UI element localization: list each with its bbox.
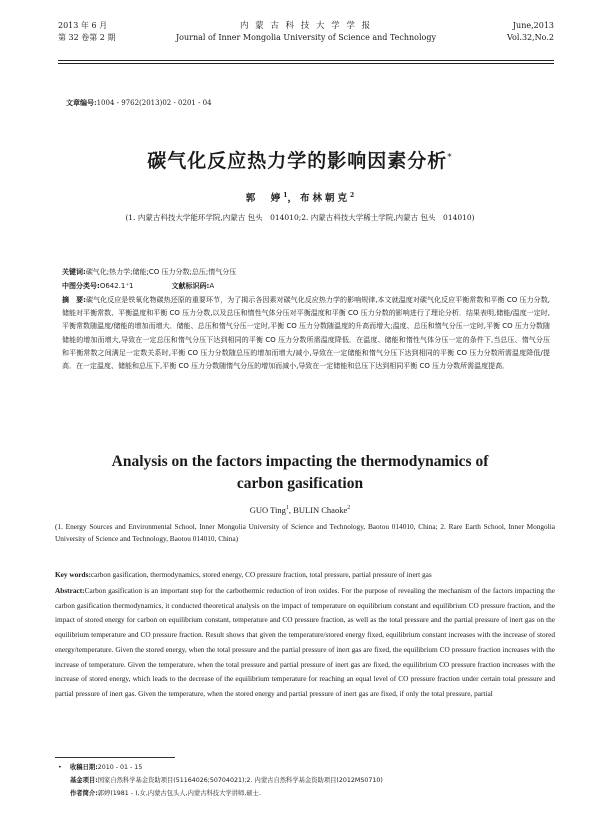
- header-date-en: June,2013: [512, 21, 554, 30]
- header-year-month: 2013 年 6 月: [58, 21, 108, 30]
- keywords-cn-text: 碳气化;热力学;储能;CO 压力分数;总压;惰气分压: [85, 268, 237, 276]
- affiliation-cn: (1. 内蒙古科技大学能环学院,内蒙古 包头 014010;2. 内蒙古科技大学稀土学院,内蒙古 包头 014010): [125, 213, 475, 222]
- author-cn-sep: ，: [287, 193, 300, 204]
- author-bio-label: 作者简介:: [70, 789, 98, 797]
- doc-code-value: A: [209, 282, 215, 290]
- footnote-rule: [55, 757, 175, 758]
- title-en: [0, 451, 600, 495]
- header-rule-thick: [58, 60, 554, 61]
- header-issue-info-en: [507, 20, 554, 44]
- header-journal-name: [58, 20, 554, 44]
- abstract-cn-text: 碳气化反应是铁氧化物碳热还原的重要环节，为了揭示各因素对碳气化反应热力学的影响规律,本文就温度对碳气化反应平衡常数和平衡 CO 压力分数,储能对平衡常数、平衡温度和平衡 CO 压力分数,以及总压和惰性气体分压对平衡温度和平衡 CO 压力分数的影响进行了理论分析．结果表明,储能/温度一定时,平衡常数随温度/储能的增加而增大．储能、总压和惰气分压一定时,平衡 CO 压力分数随温度的升高而增大;温度、总压和惰气分压一定时,平衡 CO 压力分数随储能的增加而增大,导致在一定总压和惰气分压下达到相同的平衡 CO 压力分数所需温度降低．在温度、储能和惰性气体分压一定的条件下,当总压、惰气分压和平衡常数之间满足一定数关系时,平衡 CO 压力分数随总压的增加而增大/减小,导致在一定储能和惰气分压下达到相同的平衡 CO 压力分数所需温度降低/提高．在一定温度、储能和总压下,平衡 CO 压力分数随惰气分压的增加而减小,导致在一定储能和总压下达到相同平衡 CO 压力分数所需温度提高．: [62, 296, 550, 371]
- author-cn-1: 郭 婷: [245, 193, 284, 204]
- fund-label: 基金项目:: [70, 776, 98, 784]
- keywords-en-text: carbon gasification, thermodynamics, stored energy, CO pressure fraction, total pressure, partial pressure of inert gas: [90, 570, 432, 579]
- author-en-1-sup: 1: [285, 505, 289, 512]
- doc-code-label: 文献标识码:: [171, 282, 210, 290]
- keywords-en-label: Key words:: [55, 570, 91, 579]
- article-number-label: 文章编号:: [66, 98, 97, 107]
- authors-en: [0, 505, 600, 515]
- author-en-2-sup: 2: [347, 505, 351, 512]
- keywords-en: [55, 568, 555, 583]
- author-cn-2: 布林朝克: [300, 193, 351, 204]
- running-header: [58, 20, 554, 54]
- header-rule-thin: [58, 63, 554, 64]
- affiliation-en: (1. Energy Sources and Environmental School, Inner Mongolia University of Science and Technology, Baotou 014010, China; 2. Rare Earth School, Inner Mongolia University of Science and Technology, Baotou 014010, China): [55, 522, 555, 543]
- article-number-value: 1004 - 9762(2013)02 - 0201 - 04: [96, 99, 212, 107]
- fund-text: 国家自然科学基金资助项目(51164026;50704021);2. 内蒙古自然科学基金资助项目(2012MS0710): [97, 776, 383, 784]
- received-date: 2010 - 01 - 15: [97, 764, 143, 771]
- author-en-2: , BULIN Chaoke: [288, 505, 348, 515]
- journal-name-en: Journal of Inner Mongolia University of Science and Technology: [175, 33, 437, 42]
- header-volume-cn: 第 32 卷第 2 期: [58, 33, 116, 42]
- keywords-cn-label: 关键词:: [62, 268, 86, 276]
- abstract-en: [55, 584, 555, 702]
- author-cn-1-sup: 1: [283, 191, 288, 199]
- authors-cn: [0, 190, 600, 204]
- author-cn-2-sup: 2: [350, 191, 355, 199]
- title-en-line-1: Analysis on the factors impacting the thermodynamics of: [111, 453, 489, 470]
- title-footnote-mark: *: [447, 152, 453, 163]
- header-volume-en: Vol.32,No.2: [507, 33, 554, 42]
- classification-line: [62, 280, 550, 293]
- journal-name-cn: 内 蒙 古 科 技 大 学 学 报: [239, 21, 373, 31]
- keywords-cn: [62, 266, 550, 279]
- title-cn-text: 碳气化反应热力学的影响因素分析: [147, 150, 448, 172]
- abstract-en-label: Abstract:: [55, 586, 85, 595]
- author-en-1: GUO Ting: [249, 505, 286, 515]
- footnote-fund: [70, 775, 560, 788]
- footnote-bullet: •: [58, 764, 62, 771]
- abstract-cn: [62, 294, 550, 373]
- received-label: 收稿日期:: [70, 764, 98, 771]
- author-bio-text: 郭婷(1981 - ),女,内蒙古包头人,内蒙古科技大学讲师,硕士.: [97, 789, 261, 797]
- footnote-received: [58, 762, 560, 775]
- class-number-value: O642.1⁺1: [99, 282, 134, 290]
- class-number-label: 中图分类号:: [62, 282, 100, 290]
- footnote-author: [70, 788, 560, 801]
- abstract-cn-label: 摘 要:: [62, 296, 86, 304]
- title-cn: [0, 146, 600, 173]
- abstract-en-text: Carbon gasification is an important step for the carbothermic reduction of iron oxides. For the purpose of revealing the mechanism of the factors impacting the carbon gasification thermodynamics, it conducted theoretical analysis on the impact of temperature on equilibrium constant and equilibrium CO pressure fraction, and the impact of stored energy for carbon on equilibrium constant, temperature and CO pressure fraction, as well as the total pressure and the partial pressure of inert gas on the equilibrium temperature and CO pressure fraction. Result shows that given the temperature/stored energy fixed, equilibrium constant increases with the increase of stored energy/temperature. Given the stored energy, when the total pressure and the partial pressure of inert gas are fixed, the equilibrium CO pressure fraction increases with the increase of temperature. Given the temperature, when the total pressure and partial pressure of inert gas are fixed, the equilibrium CO pressure fraction increases with the increase of stored energy, which leads to the decrease of the equilibrium temperature for reaching an equal level of CO pressure fraction under certain total pressure and partial pressure of inert gas. Given the temperature, when the stored energy and partial pressure of inert gas are fixed, if only the total pressure, partial: [55, 586, 555, 698]
- article-number: [66, 98, 212, 108]
- title-en-line-2: carbon gasification: [236, 475, 364, 492]
- footnotes: [58, 762, 560, 800]
